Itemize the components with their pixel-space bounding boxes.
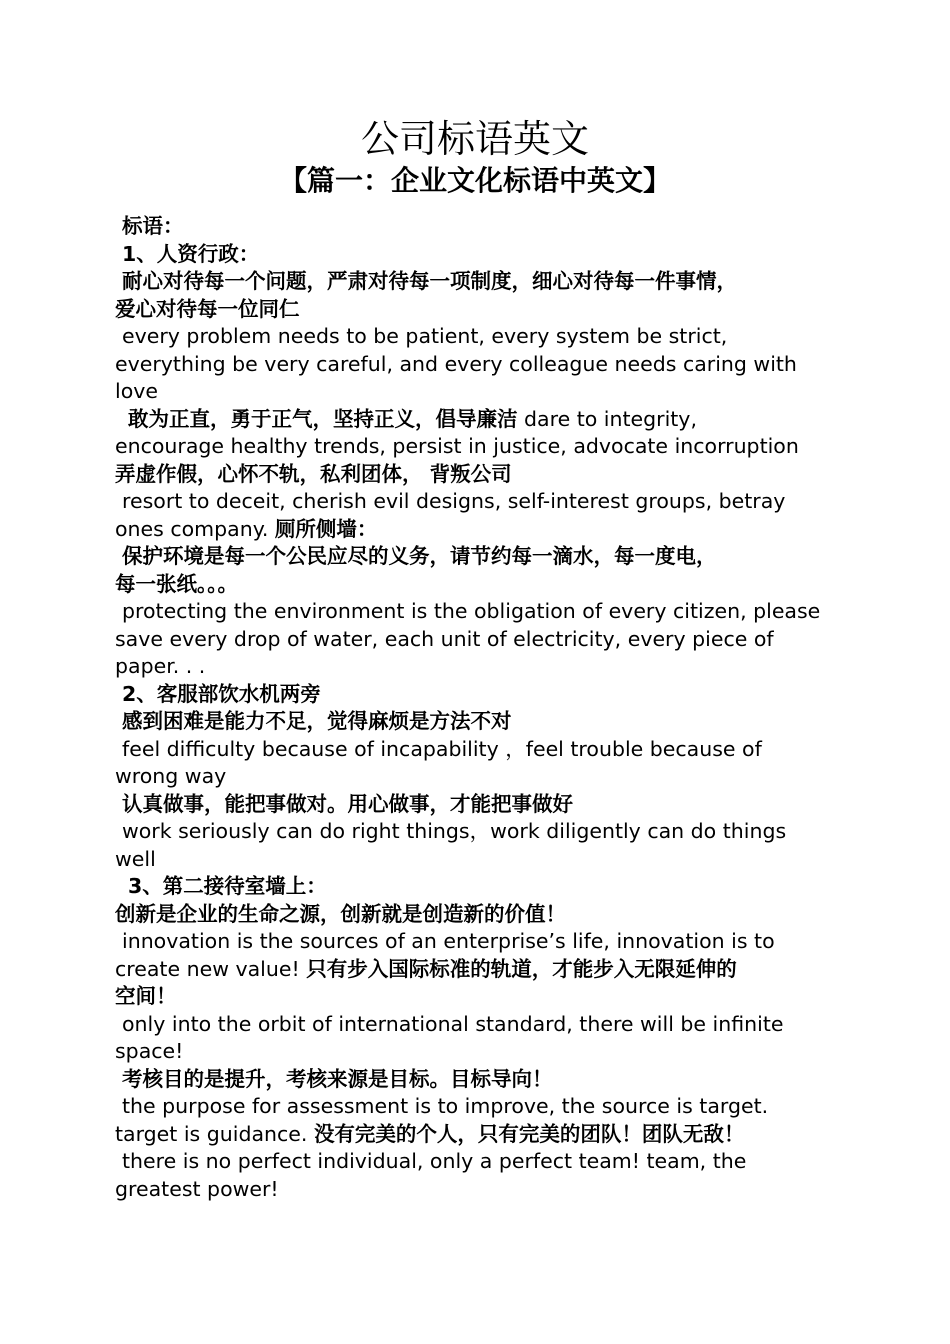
text-segment: dare to integrity, bbox=[517, 406, 697, 431]
text-line bbox=[115, 543, 835, 571]
bold-text-segment: 爱心对待每一位同仁 bbox=[115, 296, 300, 321]
text-segment: ones company. bbox=[115, 516, 275, 541]
text-line bbox=[115, 241, 835, 269]
bold-text-segment: 只有步入国际标准的轨道，才能步入无限延伸的 bbox=[306, 956, 737, 981]
text-segment: everything be very careful, and every colleague needs caring with bbox=[115, 351, 797, 376]
text-line bbox=[115, 516, 835, 544]
text-line bbox=[115, 406, 835, 434]
bold-text-segment: 保护环境是每一个公民应尽的义务，请节约每一滴水，每一度电， bbox=[122, 544, 717, 568]
bold-text-segment: 厕所侧墙： bbox=[274, 516, 378, 541]
text-line bbox=[115, 626, 835, 654]
text-line bbox=[115, 323, 835, 351]
text-line bbox=[115, 598, 835, 626]
text-segment: only into the orbit of international standard, there will be infinite bbox=[122, 1011, 784, 1036]
text-line bbox=[115, 268, 835, 296]
text-line bbox=[115, 378, 835, 406]
text-line bbox=[115, 1011, 835, 1039]
text-line bbox=[115, 983, 835, 1011]
text-line bbox=[115, 763, 835, 791]
text-segment: feel difficulty because of incapability ，feel trouble because of bbox=[122, 736, 762, 761]
bold-text-segment: 没有完美的个人，只有完美的团队！团队无敌！ bbox=[313, 1121, 745, 1146]
text-line bbox=[115, 213, 835, 241]
bold-text-segment: 感到困难是能力不足，觉得麻烦是方法不对 bbox=[122, 709, 512, 733]
text-line bbox=[115, 901, 835, 929]
text-line bbox=[115, 818, 835, 846]
text-segment: create new value! bbox=[115, 956, 307, 981]
text-line bbox=[115, 681, 835, 709]
text-segment: encourage healthy trends, persist in justice, advocate incorruption bbox=[115, 434, 799, 458]
text-line bbox=[115, 1038, 835, 1066]
text-line bbox=[115, 956, 835, 984]
text-line bbox=[115, 873, 835, 901]
text-segment: paper. . . bbox=[115, 654, 206, 678]
bold-text-segment: 创新是企业的生命之源，创新就是创造新的价值！ bbox=[115, 901, 566, 926]
text-segment: target is guidance. bbox=[115, 1121, 314, 1146]
text-segment: resort to deceit, cherish evil designs, self-interest groups, betray bbox=[122, 489, 786, 513]
text-line bbox=[115, 1093, 835, 1121]
text-line bbox=[115, 928, 835, 956]
bold-text-segment: 3、第二接待室墙上： bbox=[128, 874, 327, 898]
text-segment: the purpose for assessment is to improve, the source is target. bbox=[122, 1094, 769, 1118]
text-line bbox=[115, 1066, 835, 1094]
bold-text-segment: 2、客服部饮水机两旁 bbox=[122, 681, 321, 706]
document-title: 公司标语英文 bbox=[360, 117, 589, 161]
text-line bbox=[115, 1148, 835, 1176]
text-line bbox=[115, 1121, 835, 1149]
text-line bbox=[115, 571, 835, 599]
text-line bbox=[115, 736, 835, 764]
document-subtitle: 【篇一：企业文化标语中英文】 bbox=[278, 164, 671, 197]
text-segment: space! bbox=[115, 1039, 184, 1063]
text-line bbox=[115, 351, 835, 379]
bold-text-segment: 标语： bbox=[122, 214, 184, 238]
text-segment: well bbox=[115, 846, 156, 871]
text-segment: every problem needs to be patient, every system be strict, bbox=[122, 324, 728, 348]
text-line bbox=[115, 791, 835, 819]
text-segment: work seriously can do right things，work diligently can do things bbox=[122, 819, 787, 843]
text-segment: save every drop of water, each unit of electricity, every piece of bbox=[115, 626, 774, 651]
text-line bbox=[115, 488, 835, 516]
text-line bbox=[115, 708, 835, 736]
text-segment: greatest power! bbox=[115, 1176, 279, 1201]
bold-text-segment: 1、人资行政： bbox=[122, 241, 260, 266]
text-line bbox=[115, 296, 835, 324]
text-segment: there is no perfect individual, only a perfect team! team, the bbox=[122, 1149, 747, 1173]
bold-text-segment: 考核目的是提升，考核来源是目标。目标导向！ bbox=[122, 1066, 553, 1091]
bold-text-segment: 空间！ bbox=[115, 984, 177, 1008]
text-line bbox=[115, 1176, 835, 1204]
text-segment: wrong way bbox=[115, 764, 227, 788]
bold-text-segment: 弄虚作假，心怀不轨，私利团体， 背叛公司 bbox=[115, 461, 512, 486]
text-segment: innovation is the sources of an enterprise’s life, innovation is to bbox=[122, 929, 775, 953]
bold-text-segment: 认真做事，能把事做对。用心做事，才能把事做好 bbox=[122, 791, 573, 816]
text-line bbox=[115, 846, 835, 874]
text-line bbox=[115, 433, 835, 461]
bold-text-segment: 每一张纸。。。 bbox=[115, 571, 238, 596]
text-segment: love bbox=[115, 379, 158, 403]
bold-text-segment: 敢为正直，勇于正气，坚持正义，倡导廉洁 bbox=[128, 406, 518, 431]
text-line bbox=[115, 461, 835, 489]
document-body bbox=[115, 213, 835, 1203]
text-line bbox=[115, 653, 835, 681]
text-segment: protecting the environment is the obligation of every citizen, please bbox=[122, 599, 821, 623]
bold-text-segment: 耐心对待每一个问题，严肃对待每一项制度，细心对待每一件事情， bbox=[122, 269, 737, 293]
